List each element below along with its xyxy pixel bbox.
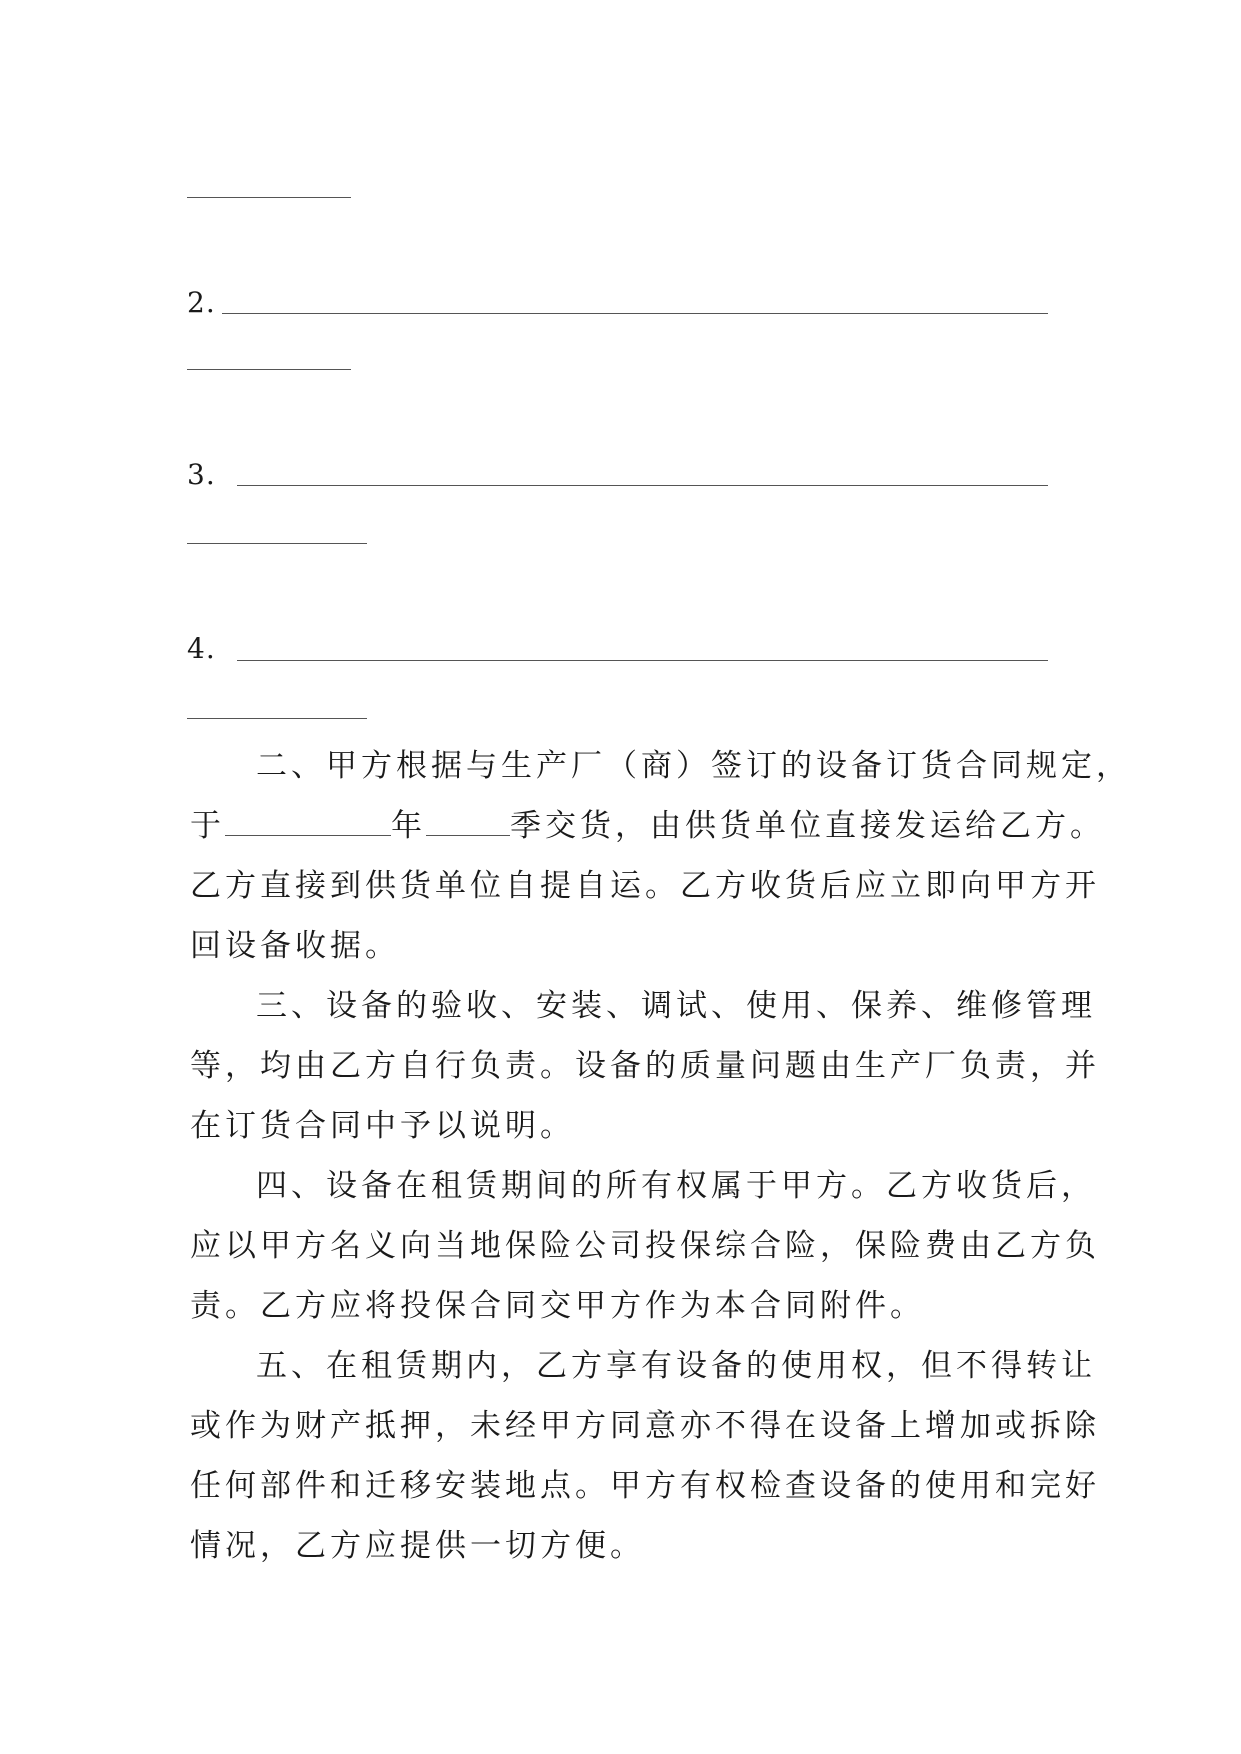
clause-line: 在订货合同中予以说明。: [190, 1108, 575, 1144]
blank-line: [237, 485, 1048, 486]
blank-line: [187, 718, 367, 719]
clause-2: [190, 736, 1131, 976]
clause-5: [190, 1336, 1100, 1576]
clause-line: 应以甲方名义向当地保险公司投保综合险，保险费由乙方负: [190, 1228, 1100, 1264]
clause-line: 三、设备的验收、安装、调试、使用、保养、维修管理: [256, 988, 1096, 1024]
list-number: 4.: [187, 632, 216, 665]
blank-line: [187, 197, 351, 198]
clause-4: [190, 1156, 1100, 1336]
season-blank: [426, 809, 510, 836]
clause-line: 任何部件和迁移安装地点。甲方有权检查设备的使用和完好: [190, 1468, 1100, 1504]
clause-line: 回设备收据。: [190, 928, 400, 964]
list-number: 2.: [187, 286, 216, 319]
clause-line: 五、在租赁期内，乙方享有设备的使用权，但不得转让: [256, 1348, 1096, 1384]
clause-line: 乙方直接到供货单位自提自运。乙方收货后应立即向甲方开: [190, 868, 1100, 904]
blank-line: [187, 543, 367, 544]
clause-line: [190, 796, 1105, 856]
clause-line: 或作为财产抵押，未经甲方同意亦不得在设备上增加或拆除: [190, 1408, 1100, 1444]
clause-line: 责。乙方应将投保合同交甲方作为本合同附件。: [190, 1288, 925, 1324]
blank-line: [187, 369, 351, 370]
list-number: 3.: [187, 458, 216, 491]
clause-line: 情况，乙方应提供一切方便。: [190, 1528, 645, 1564]
blank-line: [237, 660, 1048, 661]
clause-3: [190, 976, 1100, 1156]
year-blank: [225, 809, 391, 836]
clause-text: 季交货，由供货单位直接发运给乙方。: [510, 808, 1105, 844]
clause-line: 四、设备在租赁期间的所有权属于甲方。乙方收货后，: [256, 1168, 1096, 1204]
blank-line: [222, 313, 1048, 314]
clause-text: 于: [190, 808, 225, 844]
clause-text: 年: [391, 808, 426, 844]
clause-line: 等，均由乙方自行负责。设备的质量问题由生产厂负责，并: [190, 1048, 1100, 1084]
clause-line: 二、甲方根据与生产厂（商）签订的设备订货合同规定，: [256, 748, 1131, 784]
